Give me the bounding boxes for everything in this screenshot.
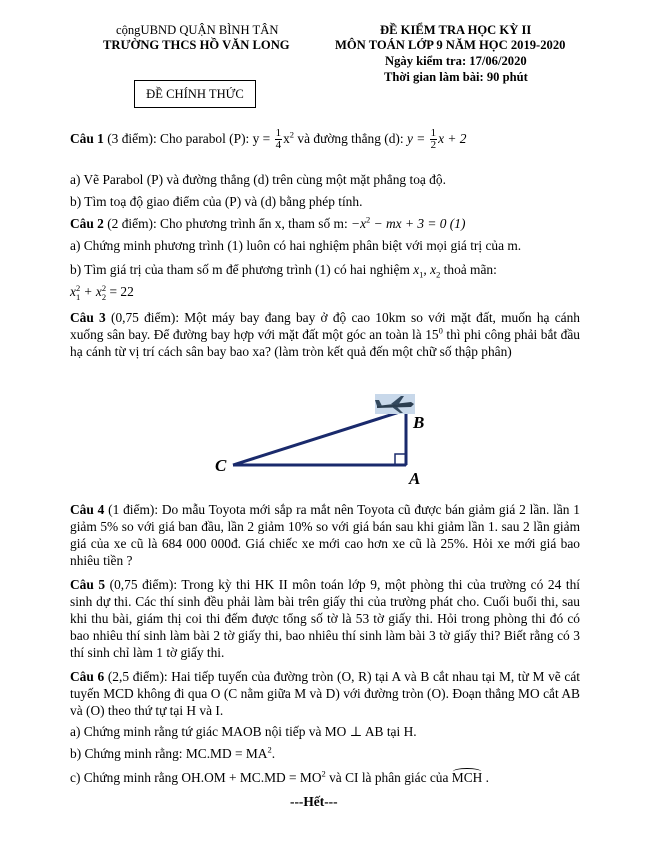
exam-title: ĐỀ KIỂM TRA HỌC KỲ II (380, 23, 532, 37)
district-name: cộngUBND QUẬN BÌNH TÂN (116, 23, 279, 37)
q1-line-denominator: 2 (430, 139, 437, 152)
q6-angle-mch: MCH (451, 770, 483, 785)
q2-eq-b: − mx + 3 = 0 (1) (370, 216, 466, 231)
q1-part-b: b) Tìm toạ độ giao điểm của (P) và (d) bằng phép tính. (70, 194, 363, 209)
q3-text-b: thì phi công phải bắt đầu hạ cánh từ vị trí cách sân bay bao xa? (làm tròn kết quả đến một chữ số thập phân) (70, 327, 580, 359)
q6-part-b-end: . (271, 746, 276, 761)
q1-parabola-lhs: y = (252, 131, 271, 146)
q3-degree: 0 (438, 325, 443, 336)
q2-part-b-end: thoả mãn: (440, 262, 497, 277)
label-c: C (215, 456, 227, 475)
q1-parabola-numerator: 1 (275, 127, 282, 140)
q6-part-c-mid: và CI là phân giác của (325, 770, 452, 785)
q5-text: (0,75 điểm): Trong kỳ thi HK II môn toán lớp 9, một phòng thi của trường có 24 thí sinh dự thi. Các thí sinh đều phải làm bài trên giấy thi của trường phát cho. Cuối buổi thi, sau khi thu bài, giám thị coi thi đếm được tổng số tờ là 53 tờ giấy thi. Hỏi trong phòng thi đó có bao nhiêu thí sinh làm bài 2 tờ giấy thi, bao nhiêu thí sinh làm bài 3 tờ giấy thi? Biết rằng có 3 thí sinh chỉ làm 1 tờ giấy thi. (70, 577, 580, 660)
exam-duration: Thời gian làm bài: 90 phút (384, 70, 528, 84)
question-6 (70, 668, 580, 719)
question-2 (70, 216, 465, 232)
q1-parabola-var: x (283, 131, 290, 146)
q2-cond-sub2: 2 (101, 292, 107, 302)
exam-subject: MÔN TOÁN LỚP 9 NĂM HỌC 2019-2020 (335, 38, 566, 52)
q2-root-x2: , x (423, 262, 437, 277)
q2-part-b (70, 262, 497, 278)
q1-parabola-fraction (275, 128, 283, 151)
label-b: B (413, 413, 425, 432)
q2-part-b-text: b) Tìm giá trị của tham số m để phương trình (1) có hai nghiệm (70, 262, 414, 277)
q6-part-a: a) Chứng minh rằng tứ giác MAOB nội tiếp và MO ⊥ AB tại H. (70, 724, 417, 739)
question-4 (70, 501, 580, 569)
question-3-label: Câu 3 (70, 310, 106, 325)
q1-intro: (3 điểm): Cho parabol (P): (103, 131, 253, 146)
q1-line-numerator: 1 (430, 127, 437, 140)
q6-part-b (70, 746, 275, 762)
end-marker: ---Hết--- (290, 794, 338, 809)
question-4-label: Câu 4 (70, 502, 105, 517)
q2-cond-x1: x (70, 284, 76, 300)
airplane-icon (375, 394, 415, 414)
label-a: A (409, 469, 421, 486)
q6-part-b-text: b) Chứng minh rằng: MC.MD = MA (70, 746, 268, 761)
airplane-triangle-figure (205, 386, 445, 486)
q2-eq-exponent: 2 (366, 214, 371, 225)
q4-text: (1 điểm): Do mẫu Toyota mới sắp ra mắt nên Toyota cũ được bán giảm giá 2 lần. lần 1 giảm 5% so với giá ban đầu, lần 2 giảm 10% so với giá bán sau khi giảm lần 1. sau 2 lần giảm giá của xe cũ là 684 000 000đ. Giá chiếc xe mới cao hơn xe cũ là 25%. Hỏi xe mới giá bao nhiêu tiền ? (70, 502, 580, 568)
q3-text-a: (0,75 điểm): Một máy bay đang bay ở độ cao 10km so với mặt đất, muốn hạ cánh xuống sân bay. Để đường bay hợp với mặt đất một góc an toàn là (70, 310, 581, 342)
exam-date: Ngày kiểm tra: 17/06/2020 (385, 54, 527, 68)
q2-cond-exp2: 2 (101, 283, 107, 293)
question-1 (70, 126, 467, 152)
q1-part-a: a) Vẽ Parabol (P) và đường thẳng (d) trên cùng một mặt phẳng toạ độ. (70, 172, 446, 187)
q2-cond-exp1: 2 (75, 283, 81, 293)
q6-text: (2,5 điểm): Hai tiếp tuyến của đường tròn (O, R) tại A và B cắt nhau tại M, từ M vẽ cát tuyến MCD không đi qua O (C nằm giữa M và D) với đường tròn (O). Đoạn thẳng MO cắt AB và (O) theo thứ tự tại H và I. (70, 669, 580, 718)
q6-part-b-exponent: 2 (267, 744, 272, 755)
q1-parabola-denominator: 4 (275, 139, 282, 152)
q3-angle: 15 (425, 327, 439, 342)
q2-root-sub1: 1 (419, 269, 424, 280)
q1-line-rest: x + 2 (438, 131, 467, 146)
school-name: TRƯỜNG THCS HỒ VĂN LONG (103, 38, 290, 52)
q2-condition (70, 284, 134, 302)
q2-root-x1: x (413, 262, 420, 277)
q1-parabola-exponent: 2 (289, 129, 295, 140)
q6-part-c-text: c) Chứng minh rằng OH.OM + MC.MD = MO (70, 770, 322, 785)
question-6-label: Câu 6 (70, 669, 105, 684)
q1-line-fraction (430, 128, 438, 151)
question-2-label: Câu 2 (70, 216, 104, 231)
question-5 (70, 576, 580, 661)
question-5-label: Câu 5 (70, 577, 106, 592)
q6-part-c (70, 770, 489, 786)
q1-line-lhs: y = (406, 131, 426, 146)
question-3 (70, 309, 580, 360)
q1-mid-text: và đường thẳng (d): (294, 131, 407, 146)
q2-cond-x2: + x (80, 284, 102, 300)
q6-part-c-end: . (482, 770, 490, 785)
q2-cond-end: = 22 (106, 284, 134, 300)
q2-intro: (2 điểm): Cho phương trình ẩn x, tham số m: (103, 216, 352, 231)
q6-part-c-exponent: 2 (321, 768, 326, 779)
q2-part-a: a) Chứng minh phương trình (1) luôn có hai nghiệm phân biệt với mọi giá trị của m. (70, 238, 522, 253)
question-1-label: Câu 1 (70, 131, 104, 146)
q2-eq-a: −x (351, 216, 367, 231)
q2-root-sub2: 2 (436, 269, 441, 280)
q2-cond-sub1: 1 (75, 292, 81, 302)
official-exam-box: ĐỀ CHÍNH THỨC (134, 80, 256, 108)
